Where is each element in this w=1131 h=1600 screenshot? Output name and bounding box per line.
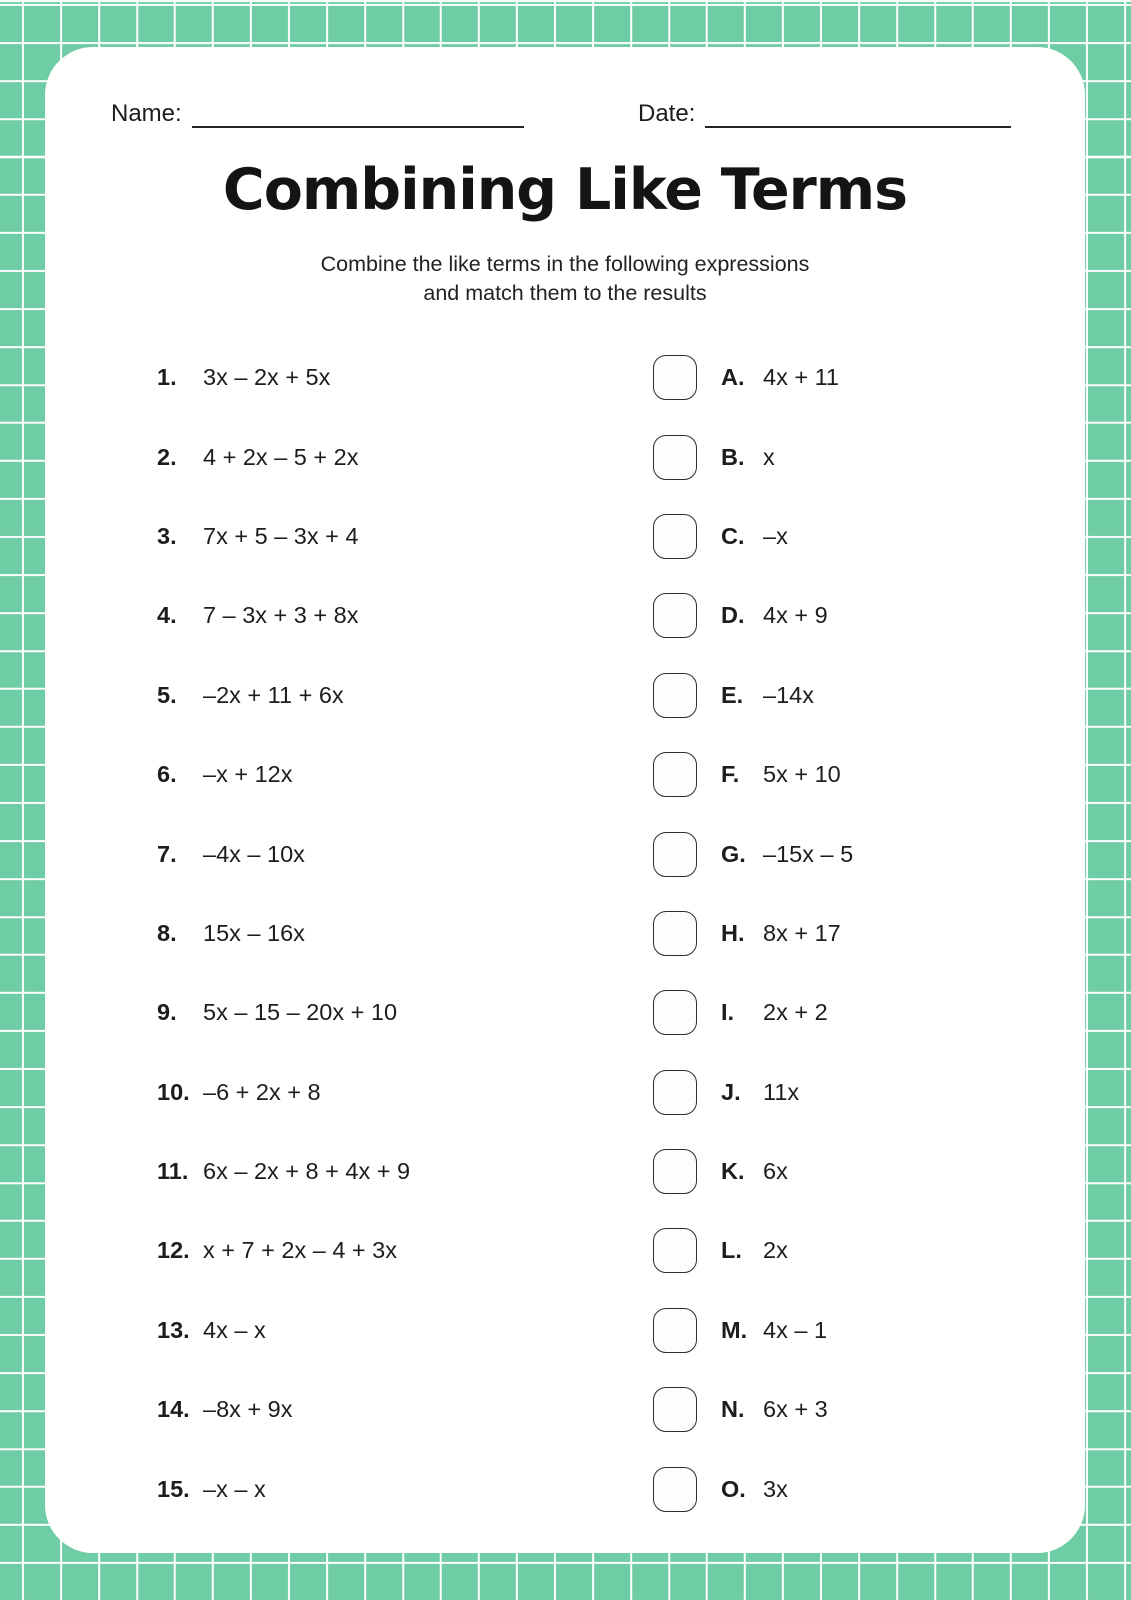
date-label: Date:	[638, 100, 696, 127]
answer-row	[653, 656, 853, 735]
problem-number: 12.	[157, 1237, 190, 1264]
problem-row	[157, 1211, 410, 1290]
instructions	[45, 250, 1085, 308]
problem-row	[157, 1449, 410, 1528]
problem-number: 4.	[157, 602, 177, 629]
problem-number: 15.	[157, 1475, 190, 1502]
answer-letter: L.	[721, 1237, 742, 1264]
problem-number: 8.	[157, 919, 177, 946]
problem-row	[157, 497, 410, 576]
problem-expression: x + 7 + 2x – 4 + 3x	[203, 1237, 398, 1264]
answer-expression: 5x + 10	[763, 761, 841, 788]
answer-row	[653, 1211, 853, 1290]
answer-letter: B.	[721, 443, 745, 470]
problem-row	[157, 576, 410, 655]
answer-expression: –15x – 5	[763, 840, 854, 867]
answer-row	[653, 894, 853, 973]
problem-expression: 7 – 3x + 3 + 8x	[203, 602, 359, 629]
problem-number: 10.	[157, 1078, 190, 1105]
problem-row	[157, 735, 410, 814]
problem-row	[157, 894, 410, 973]
answer-expression: –14x	[763, 681, 814, 708]
problem-number: 5.	[157, 681, 177, 708]
answer-row	[653, 1132, 853, 1211]
answer-expression: –x	[763, 522, 788, 549]
problems-column	[157, 338, 410, 1529]
page-title: Combining Like Terms	[222, 157, 908, 223]
problem-number: 13.	[157, 1316, 190, 1343]
problem-number: 9.	[157, 999, 177, 1026]
answer-checkbox[interactable]	[653, 355, 697, 400]
problem-expression: –6 + 2x + 8	[203, 1078, 321, 1105]
answer-row	[653, 973, 853, 1052]
problem-number: 2.	[157, 443, 177, 470]
problem-expression: –x + 12x	[203, 761, 293, 788]
answer-checkbox[interactable]	[653, 990, 697, 1035]
problem-number: 7.	[157, 840, 177, 867]
answer-checkbox[interactable]	[653, 673, 697, 718]
problem-expression: 6x – 2x + 8 + 4x + 9	[203, 1158, 411, 1185]
problem-number: 6.	[157, 761, 177, 788]
answer-row	[653, 417, 853, 496]
answer-checkbox[interactable]	[653, 1467, 697, 1512]
answer-expression: 2x	[763, 1237, 788, 1264]
answer-expression: 4x + 9	[763, 602, 828, 629]
answer-row	[653, 735, 853, 814]
answer-checkbox[interactable]	[653, 1228, 697, 1273]
answer-checkbox[interactable]	[653, 1149, 697, 1194]
answer-letter: O.	[721, 1475, 746, 1502]
problem-expression: –8x + 9x	[203, 1396, 293, 1423]
answer-row	[653, 814, 853, 893]
answer-row	[653, 1449, 853, 1528]
date-field	[638, 100, 1011, 128]
answer-checkbox[interactable]	[653, 1387, 697, 1432]
name-field	[111, 100, 524, 128]
problem-expression: 4x – x	[203, 1316, 266, 1343]
problem-expression: –x – x	[203, 1475, 266, 1502]
date-input-line[interactable]	[705, 100, 1011, 128]
answer-letter: M.	[721, 1316, 748, 1343]
problem-row	[157, 338, 410, 417]
problem-expression: 5x – 15 – 20x + 10	[203, 999, 398, 1026]
problem-expression: 4 + 2x – 5 + 2x	[203, 443, 359, 470]
worksheet-card	[45, 47, 1085, 1553]
answer-expression: 3x	[763, 1475, 788, 1502]
instructions-line-2: and match them to the results	[423, 281, 707, 305]
problem-row	[157, 1053, 410, 1132]
problem-expression: –2x + 11 + 6x	[203, 681, 344, 708]
problem-row	[157, 1370, 410, 1449]
answer-letter: K.	[721, 1158, 745, 1185]
answer-expression: 6x + 3	[763, 1396, 828, 1423]
problem-expression: 3x – 2x + 5x	[203, 364, 331, 391]
answer-expression: 2x + 2	[763, 999, 828, 1026]
answer-row	[653, 497, 853, 576]
answer-row	[653, 1053, 853, 1132]
answer-checkbox[interactable]	[653, 514, 697, 559]
answer-letter: C.	[721, 522, 745, 549]
answer-row	[653, 576, 853, 655]
answer-letter: H.	[721, 919, 745, 946]
problem-row	[157, 973, 410, 1052]
answer-row	[653, 1291, 853, 1370]
answer-letter: G.	[721, 840, 746, 867]
answer-checkbox[interactable]	[653, 752, 697, 797]
answer-expression: 4x + 11	[763, 364, 839, 391]
answer-expression: x	[763, 443, 775, 470]
answer-letter: N.	[721, 1396, 745, 1423]
answer-letter: E.	[721, 681, 744, 708]
answer-expression: 4x – 1	[763, 1316, 828, 1343]
answer-expression: 6x	[763, 1158, 788, 1185]
answer-letter: J.	[721, 1078, 741, 1105]
problem-number: 11.	[157, 1158, 189, 1185]
problem-row	[157, 814, 410, 893]
problem-row	[157, 656, 410, 735]
answer-checkbox[interactable]	[653, 832, 697, 877]
answer-expression: 11x	[763, 1078, 800, 1105]
name-label: Name:	[111, 100, 182, 127]
answer-row	[653, 338, 853, 417]
answer-checkbox[interactable]	[653, 911, 697, 956]
answers-column	[653, 338, 853, 1529]
problem-expression: –4x – 10x	[203, 840, 305, 867]
problem-number: 1.	[157, 364, 177, 391]
problem-row	[157, 1291, 410, 1370]
problem-number: 3.	[157, 522, 177, 549]
problem-expression: 15x – 16x	[203, 919, 305, 946]
problem-row	[157, 417, 410, 496]
problem-row	[157, 1132, 410, 1211]
problem-expression: 7x + 5 – 3x + 4	[203, 522, 359, 549]
answer-row	[653, 1370, 853, 1449]
instructions-line-1: Combine the like terms in the following expressions	[320, 252, 810, 276]
answer-letter: D.	[721, 602, 745, 629]
answer-letter: I.	[721, 999, 735, 1026]
answer-checkbox[interactable]	[653, 1070, 697, 1115]
answer-checkbox[interactable]	[653, 1308, 697, 1353]
answer-letter: A.	[721, 364, 745, 391]
answer-checkbox[interactable]	[653, 435, 697, 480]
answer-expression: 8x + 17	[763, 919, 841, 946]
problem-number: 14.	[157, 1396, 190, 1423]
answer-checkbox[interactable]	[653, 593, 697, 638]
answer-letter: F.	[721, 761, 740, 788]
name-input-line[interactable]	[192, 100, 524, 128]
